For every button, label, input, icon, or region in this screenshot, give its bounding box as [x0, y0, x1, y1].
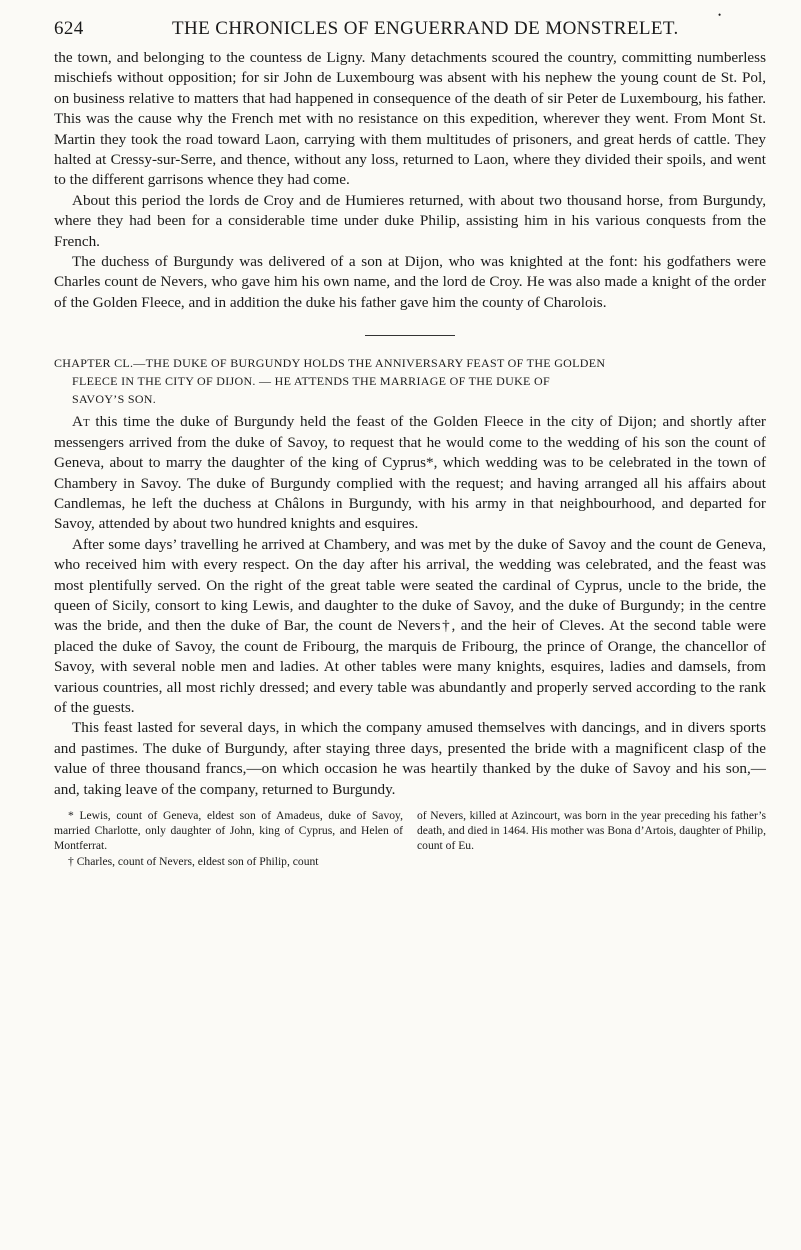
paragraph: The duchess of Burgundy was delivered of a son at Dijon, who was knighted at the font: his godfathers were Charles count de Nevers, who gave him his own name, and the lord de Croy. He was also made a knight of the order of the Golden Fleece, and in addition the duke his father gave him the county of Charolois. — [54, 253, 766, 311]
paragraph: About this period the lords de Croy and de Humieres returned, with about two thousand horse, from Burgundy, where they had been for a considerable time under duke Philip, assisting him in his various conquests from the French. — [54, 191, 766, 250]
footnote: * Lewis, count of Geneva, eldest son of Amadeus, duke of Savoy, married Charlotte, only daughter of John, king of Cyprus, and Helen of Montferrat. — [54, 809, 403, 853]
footnotes-left-column — [54, 808, 403, 869]
paragraph: After some days’ travelling he arrived at Chambery, and was met by the duke of Savoy and the count de Geneva, who received him with every respect. On the day after his arrival, the wedding was celebrated, and the feast was most plentifully served. On the right of the great table were seated the cardinal of Cyprus, uncle to the bride, the queen of Sicily, consort to king Lewis, and daughter to the duke of Savoy, and the duke of Burgundy; in the centre was the bride, and then the duke of Bar, the count de Nevers†, and the heir of Cleves. At the second table were placed the duke of Savoy, the count de Fribourg, the marquis de Fribourg, the prince of Orange, the chancellor of Savoy, with several noble men and ladies. At other tables were many knights, esquires, ladies and damsels, from various countries, all most richly dressed; and every table was abundantly and properly served according to the rank of the guests. — [54, 535, 766, 716]
main-text — [54, 48, 766, 313]
chapter-heading-line: CHAPTER CL.—THE DUKE OF BURGUNDY HOLDS THE ANNIVERSARY FEAST OF THE GOLDEN — [54, 356, 606, 371]
running-title: THE CHRONICLES OF ENGUERRAND DE MONSTRELET. — [172, 18, 679, 39]
book-page — [54, 10, 766, 869]
chapter-heading-line: SAVOY’S SON. — [72, 392, 157, 407]
printer-mark: • — [718, 10, 722, 20]
chapter-heading — [54, 354, 766, 408]
paragraph-text: this time the duke of Burgundy held the feast of the Golden Fleece in the city of Dijon; and shortly after messengers arrived from the duke of Savoy, to request that he would come to the wedding of his son the count of Geneva, about to marry the daughter of the king of Cyprus*, which wedding was to be celebrated in the town of Chambery in Savoy. The duke of Burgundy complied with the request; and having arranged all his affairs about Candlemas, he left the duchess at Châlons in Burgundy, with his army in that neighbourhood, and departed for Savoy, attended by about two hundred knights and esquires. — [54, 413, 766, 533]
paragraph — [54, 412, 766, 534]
footnotes-right-column — [417, 808, 766, 869]
footnote: of Nevers, killed at Azincourt, was born in the year preceding his father’s death, and died in 1464. His mother was Bona d’Artois, daughter of Philip, count of Eu. — [417, 809, 766, 853]
running-head — [54, 10, 766, 48]
first-word: At — [72, 413, 90, 431]
chapter-heading-line: FLEECE IN THE CITY OF DIJON. — HE ATTENDS THE MARRIAGE OF THE DUKE OF — [72, 374, 550, 389]
chapter-text — [54, 412, 766, 800]
footnotes — [54, 808, 766, 869]
page-number: 624 — [54, 18, 84, 39]
footnote: † Charles, count of Nevers, eldest son of Philip, count — [68, 854, 319, 868]
section-divider — [365, 335, 455, 336]
paragraph: This feast lasted for several days, in which the company amused themselves with dancings, and in divers sports and pastimes. The duke of Burgundy, after staying three days, presented the bride with a magnificent clasp of the value of three thousand francs,—on which occasion he was heartily thanked by the duke of Savoy and his son,—and, taking leave of the company, returned to Burgundy. — [54, 719, 766, 798]
paragraph: the town, and belonging to the countess de Ligny. Many detachments scoured the country, committing numberless mischiefs without opposition; for sir John de Luxembourg was absent with his nephew the young count de St. Pol, on business relative to matters that had happened in consequence of the death of sir Peter de Luxembourg, his father. This was the cause why the French met with no resistance on this expedition, wherever they went. From Mont St. Martin they took the road toward Laon, carrying with them multitudes of prisoners, and great herds of cattle. They halted at Cressy-sur-Serre, and thence, without any loss, returned to Laon, where they divided their spoils, and went to the different garrisons whence they had come. — [54, 49, 766, 189]
